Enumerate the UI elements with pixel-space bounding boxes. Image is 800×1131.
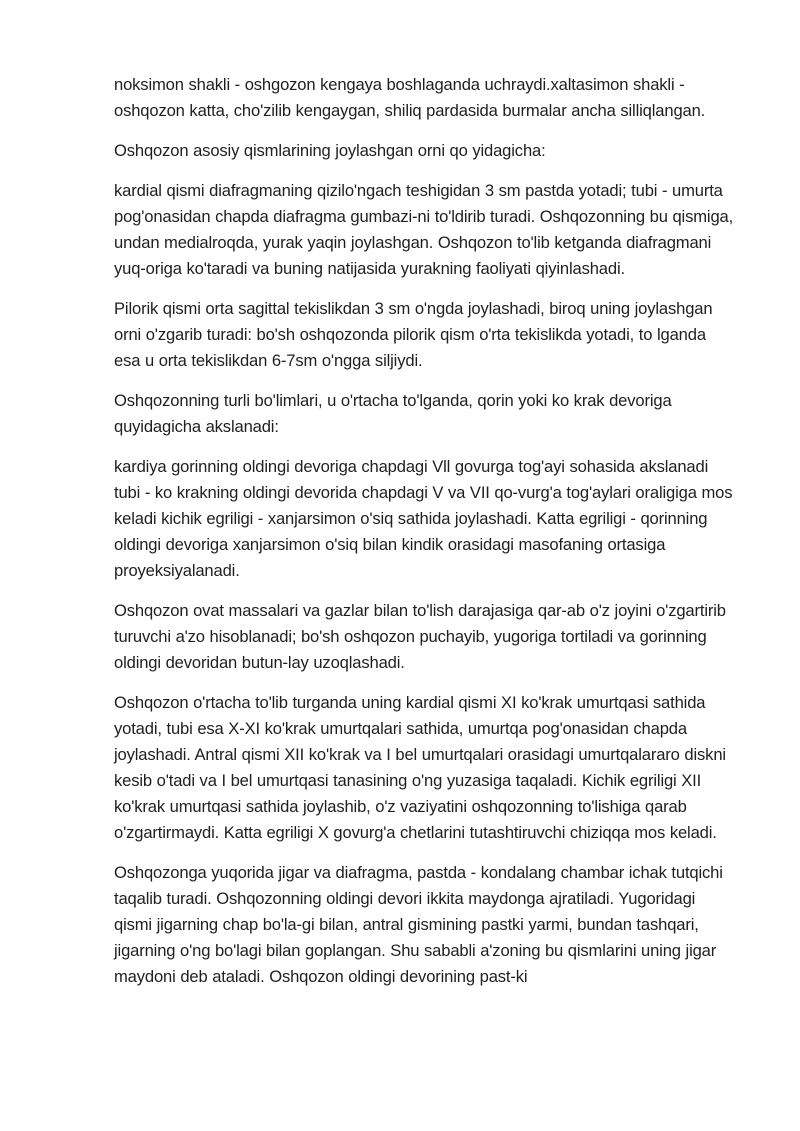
paragraph: Oshqozonga yuqorida jigar va diafragma, pastda - kondalang chambar ichak tutqichi taqalib turadi. Oshqozonning oldingi devori ikkita maydonga ajratiladi. Yugoridagi qismi jigarning chap bo'la-gi bilan, antral gismining pastki yarmi, bundan tashqari, jigarning o'ng bo'lagi bilan goplangan. Shu sababli a'zoning bu qismlarini uning jigar maydoni deb ataladi. Oshqozon oldingi devorining past-ki	[114, 863, 723, 986]
paragraph: kardial qismi diafragmaning qizilo'ngach teshigidan 3 sm pastda yotadi; tubi - umurta pog'onasidan chapda diafragma gumbazi-ni to'ldirib turadi. Oshqozonning bu qismiga, undan medialroqda, yurak yaqin joylashgan. Oshqozon to'lib ketganda diafragmani yuq-origa ko'taradi va buning natijasida yurakning faoliyati qiyinlashadi.	[114, 181, 734, 278]
paragraph: Pilorik qismi orta sagittal tekislikdan 3 sm o'ngda joylashadi, biroq uning joylashgan orni o'zgarib turadi: bo'sh oshqozonda pilorik qism o'rta tekislikda yotadi, to lganda esa u orta tekislikdan 6-7sm o'ngga siljiydi.	[114, 299, 713, 370]
paragraph: Oshqozonning turli bo'limlari, u o'rtacha to'lganda, qorin yoki ko krak devoriga quyidagicha akslanadi:	[114, 391, 672, 436]
paragraph: kardiya gorinning oldingi devoriga chapdagi Vll govurga tog'ayi sohasida akslanadi tubi - ko krakning oldingi devorida chapdagi V va VII qo-vurg'a tog'aylari oraligiga mos keladi kichik egriligi - xanjarsimon o'siq sathida joylashadi. Katta egriligi - qorinning oldingi devoriga xanjarsimon o'siq bilan kindik orasidagi masofaning ortasiga proyeksiyalanadi.	[114, 457, 733, 580]
paragraph: noksimon shakli - oshgozon kengaya boshlaganda uchraydi.xaltasimon shakli - oshqozon katta, cho'zilib kengaygan, shiliq pardasida burmalar ancha silliqlangan.	[114, 75, 706, 120]
paragraph: Oshqozon o'rtacha to'lib turganda uning kardial qismi XI ko'krak umurtqasi sathida yotadi, tubi esa X-XI ko'krak umurtqalari sathida, umurtqa pog'onasidan chapda joylashadi. Antral qismi XII ko'krak va I bel umurtqalari orasidagi umurtqalararo diskni kesib o'tadi va I bel umurtqasi tanasining o'ng yuzasiga taqaladi. Kichik egriligi XII ko'krak umurtqasi sathida joylashib, o'z vaziyatini oshqozonning to'lishiga qarab o'zgartirmaydi. Katta egriligi X govurg'a chetlarini tutashtiruvchi chiziqqa mos keladi.	[114, 693, 726, 842]
paragraph: Oshqozon asosiy qismlarining joylashgan orni qo yidagicha:	[114, 141, 546, 160]
document-body	[114, 72, 734, 990]
paragraph: Oshqozon ovat massalari va gazlar bilan to'lish darajasiga qar-ab o'z joyini o'zgartirib turuvchi a'zo hisoblanadi; bo'sh oshqozon puchayib, yugoriga tortiladi va gorinning oldingi devoridan butun-lay uzoqlashadi.	[114, 601, 726, 672]
